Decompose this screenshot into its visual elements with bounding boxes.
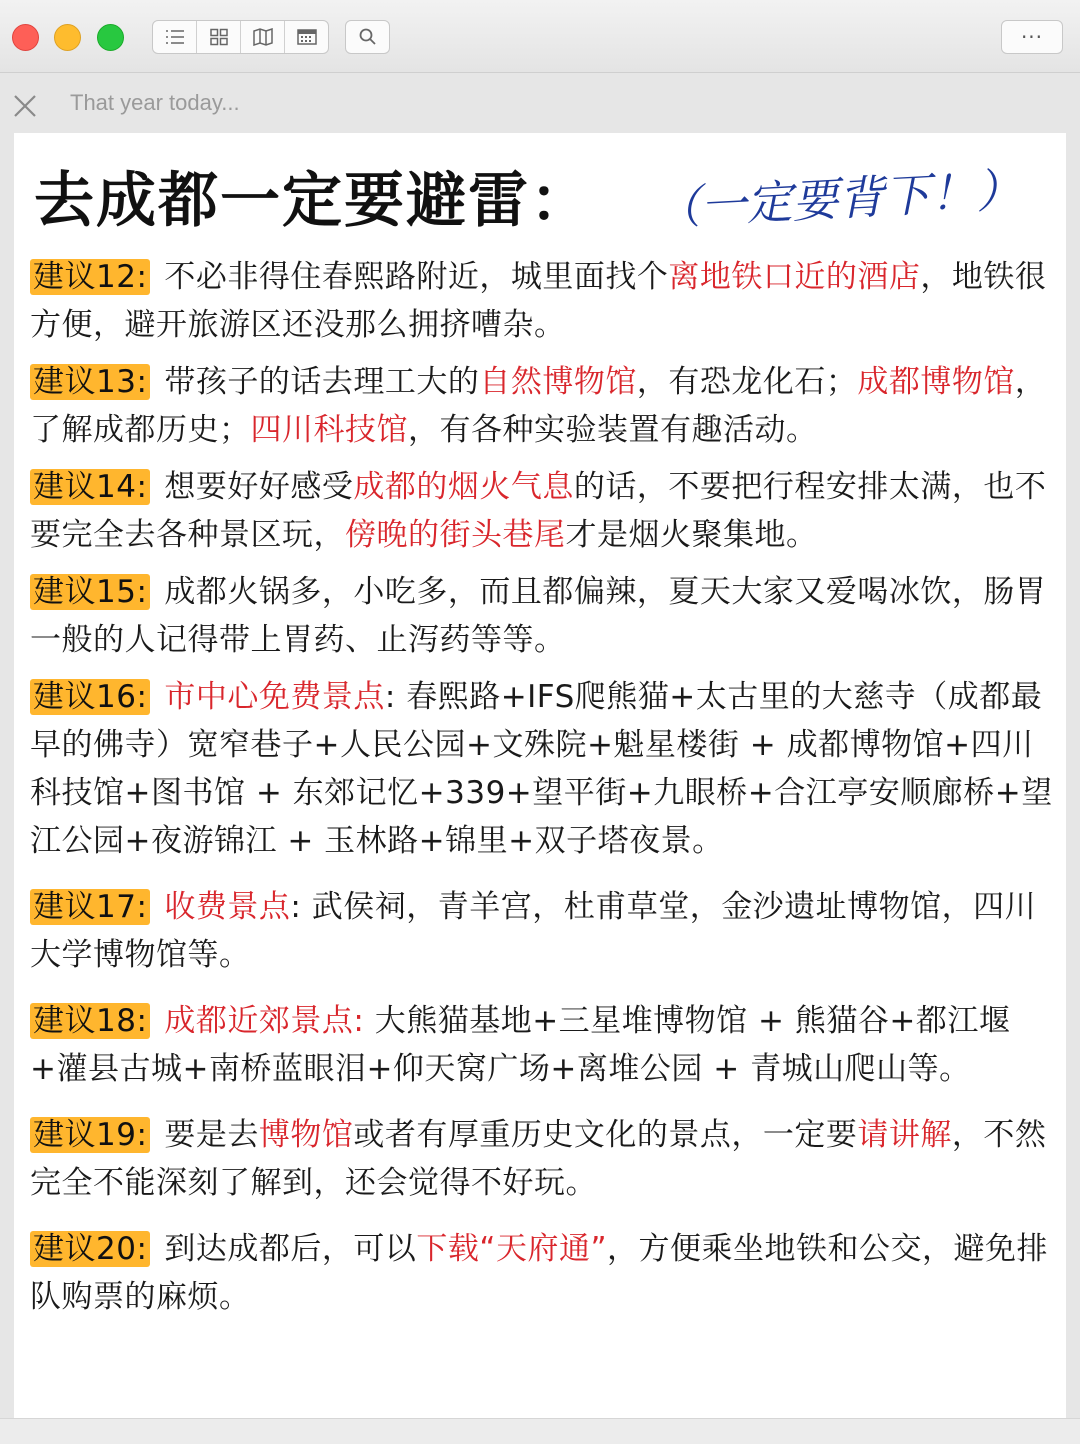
tip-item [30, 1225, 1060, 1321]
close-window-button[interactable] [12, 24, 39, 51]
tip-highlight: 请讲解 [857, 1117, 952, 1153]
tip-item [30, 673, 1060, 865]
tip-highlight: 自然博物馆 [479, 364, 637, 400]
tip-highlight: 成都博物馆 [857, 364, 1015, 400]
tip-highlight: 收费景点 [164, 889, 291, 925]
tip-text: 或者有厚重历史文化的景点，一定要 [353, 1117, 858, 1153]
minimize-window-button[interactable] [54, 24, 81, 51]
tip-text: ，了解成都历史； [30, 364, 1047, 448]
tip-text: 带孩子的话去理工大的 [164, 364, 480, 400]
tip-item [30, 883, 1060, 979]
tip-label: 建议18: [30, 1003, 150, 1039]
tip-text: : 武侯祠，青羊宫，杜甫草堂，金沙遗址博物馆，四川大学博物馆等。 [30, 889, 1037, 973]
tip-text: 成都火锅多，小吃多，而且都偏辣，夏天大家又爱喝冰饮，肠胃一般的人记得带上胃药、止泻药等等。 [30, 574, 1047, 658]
calendar-icon [296, 28, 318, 46]
tip-label: 建议20: [30, 1231, 150, 1267]
list-view-button[interactable] [153, 21, 197, 53]
tip-highlight: 成都近郊景点: [164, 1003, 365, 1039]
zoom-window-button[interactable] [97, 24, 124, 51]
tip-highlight: 离地铁口近的酒店 [668, 259, 921, 295]
handwritten-annotation: （一定要背下！） [652, 162, 1024, 236]
tip-item [30, 358, 1060, 454]
tip-item [30, 568, 1060, 664]
tip-label: 建议17: [30, 889, 150, 925]
tip-item [30, 1111, 1060, 1207]
tip-item [30, 997, 1060, 1093]
list-view-icon [164, 28, 186, 46]
search-icon [358, 27, 378, 47]
tip-highlight: 市中心免费景点 [164, 679, 385, 715]
window-titlebar [0, 0, 1080, 73]
calendar-view-button[interactable] [285, 21, 328, 53]
tip-text: 大熊猫基地+三星堆博物馆 + 熊猫谷+都江堰+灌县古城+南桥蓝眼泪+仰天窝广场+离堆公园 + 青城山爬山等。 [30, 1003, 1011, 1087]
search-button[interactable] [345, 20, 390, 54]
tip-text: 的话，不要把行程安排太满，也不要完全去各种景区玩， [30, 469, 1047, 553]
search-input[interactable]: That year today... [70, 90, 240, 115]
note-title: 去成都一定要避雷： [34, 166, 592, 236]
tip-highlight: 傍晚的街头巷尾 [345, 517, 566, 553]
more-options-button[interactable]: ··· [1001, 20, 1063, 54]
tips-list [30, 253, 1060, 1330]
view-mode-segmented-control [152, 20, 329, 54]
tip-text: 才是烟火聚集地。 [565, 517, 818, 553]
tip-text: ，地铁很方便，避开旅游区还没那么拥挤嘈杂。 [30, 259, 1047, 343]
note-card [14, 133, 1066, 1418]
tip-text: ，有恐龙化石； [636, 364, 858, 400]
tip-highlight: 成都的烟火气息 [353, 469, 574, 505]
window-bottom-bar [0, 1418, 1080, 1444]
map-icon [252, 28, 274, 46]
tip-item [30, 253, 1060, 349]
tip-text: : 春熙路+IFS爬熊猫+太古里的大慈寺（成都最早的佛寺）宽窄巷子+人民公园+文殊院+魁星楼街 + 成都博物馆+四川科技馆+图书馆 + 东郊记忆+339+望平街+九眼桥+合江亭安顺廊桥+望江公园+夜游锦江 + 玉林路+锦里+双子塔夜景。 [30, 679, 1053, 859]
grid-view-button[interactable] [197, 21, 241, 53]
map-view-button[interactable] [241, 21, 285, 53]
tip-label: 建议14: [30, 469, 150, 505]
tip-text: 到达成都后，可以 [164, 1231, 417, 1267]
tip-text: 不必非得住春熙路附近，城里面找个 [164, 259, 669, 295]
tip-label: 建议13: [30, 364, 150, 400]
tip-label: 建议16: [30, 679, 150, 715]
tip-text: 想要好好感受 [164, 469, 354, 505]
tip-highlight: 下载“天府通” [416, 1231, 608, 1267]
tip-text: ，方便乘坐地铁和公交，避免排队购票的麻烦。 [30, 1231, 1049, 1315]
tip-text: ，有各种实验装置有趣活动。 [408, 412, 818, 448]
tip-text: 要是去 [164, 1117, 259, 1153]
tip-label: 建议15: [30, 574, 150, 610]
grid-view-icon [209, 28, 229, 46]
tip-highlight: 博物馆 [258, 1117, 354, 1153]
tip-text: ，不然完全不能深刻了解到，还会觉得不好玩。 [30, 1117, 1047, 1201]
tip-highlight: 四川科技馆 [250, 412, 408, 448]
search-bar [0, 73, 1080, 133]
close-icon[interactable] [10, 91, 40, 121]
tip-label: 建议19: [30, 1117, 150, 1153]
tip-item [30, 463, 1060, 559]
tip-label: 建议12: [30, 259, 150, 295]
